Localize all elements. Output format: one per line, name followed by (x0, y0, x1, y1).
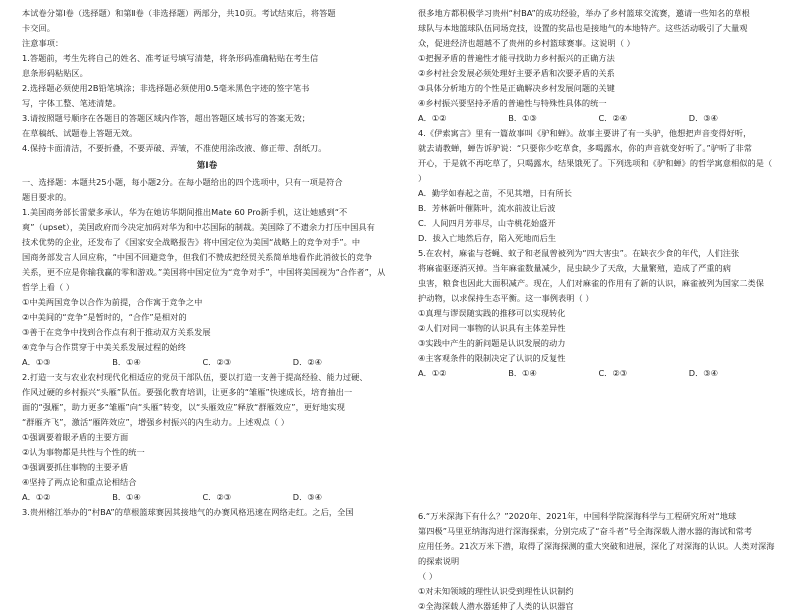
answer-options (22, 355, 322, 370)
notice-title: 注意事项： (22, 38, 64, 48)
question-stem-line: “群雁齐飞”，激活“雁阵效应”，增强乡村振兴的内生动力。上述观点（ ） (22, 417, 289, 427)
question-1 (22, 205, 392, 370)
notice-intro-line: 卡交回。 (22, 23, 55, 33)
notice-item: 2.选择题必须使用2B铅笔填涂；非选择题必须使用0.5毫米黑色字迹的签字笔书 (22, 83, 310, 93)
question-stem-line: 众，促进经济也超越不了贵州的乡村篮球赛事。这说明（ ） (418, 38, 635, 48)
question-stem-line: 第四极”马里亚纳海沟进行深海探索，分别完成了“奋斗者”号全海深载人潜水器的海试和常考 (418, 526, 753, 536)
statement-item: ③实践中产生的新问题是认识发展的动力 (418, 338, 566, 348)
statement-item: ②人们对同一事物的认识具有主体差异性 (418, 323, 566, 333)
right-column (418, 6, 778, 614)
option-d: D．②④ (292, 357, 322, 367)
option-line: A．勤学如春起之苗，不见其增，日有所长 (418, 188, 572, 198)
notice-item: 写，字体工整、笔迹清楚。 (22, 98, 121, 108)
question-stem-line: 将麻雀驱逐消灭掉。当年麻雀数量减少，昆虫缺少了天敌，大量繁殖，造成了严重的病 (418, 263, 732, 273)
statement-item: ①把握矛盾的普遍性才能寻找助力乡村振兴的正确方法 (418, 53, 615, 63)
question-6 (418, 509, 778, 614)
statement-item: ④坚持了两点论和重点论相结合 (22, 477, 137, 487)
question-2 (22, 370, 392, 505)
statement-item: ②认为事物都是共性与个性的统一 (22, 447, 145, 457)
statement-item: ③强调要抓住事物的主要矛盾 (22, 462, 129, 472)
question-stem-line: 1.美国商务部长雷蒙多承认，华为在她访华期间推出Mate 60 Pro新手机，这让她感到“不 (22, 207, 348, 217)
option-a: A．①② (418, 113, 447, 123)
section-intro-line: 题目要求的。 (22, 192, 72, 202)
option-a: A．①② (418, 368, 447, 378)
option-c: C．②④ (598, 113, 628, 123)
question-stem-line: 2.打造一支与农业农村现代化相适应的党员干部队伍，要以打造一支善于提高经验、能力过硬、 (22, 372, 368, 382)
option-c: C．②③ (202, 492, 232, 502)
option-d: D．③④ (292, 492, 322, 502)
question-5 (418, 246, 778, 381)
section-intro-line: 一、选择题：本题共25小题，每小题2分。在每小题给出的四个选项中，只有一项是符合 (22, 177, 343, 187)
notice-intro-line: 本试卷分第Ⅰ卷（选择题）和第Ⅱ卷（非选择题）两部分，共10页。考试结束后，将答题 (22, 8, 336, 18)
question-stem-line: （ ） (418, 571, 438, 581)
statement-item: ②中美间的“竞争”是暂时的，“合作”是相对的 (22, 312, 187, 322)
option-b: B．①④ (112, 357, 141, 367)
statement-item: ④主客观条件的限制决定了认识的反复性 (418, 353, 566, 363)
question-stem-line: 5.在农村，麻雀与苍蝇、蚊子和老鼠曾被列为“四大害虫”。在缺衣少食的年代，人们注张 (418, 248, 740, 258)
option-line: B．芳林新叶催陈叶，流水前波让后波 (418, 203, 556, 213)
notice-item: 在草稿纸、试题卷上答题无效。 (22, 128, 138, 138)
statement-item: ①真理与谬误随实践的推移可以实现转化 (418, 308, 566, 318)
question-stem-line: 应用任务。21次万米下潜，取得了深海探测的重大突破和进展，深化了对深海的认识。人类对深海的探索说明 (418, 541, 775, 566)
question-stem-line: 就去请教蝉，蝉告诉驴说：“只要你少吃草食，多喝露水，你的声音就变好听了。”驴听了非常 (418, 143, 752, 153)
question-stem-line: 4.《伊索寓言》里有一篇故事叫《驴和蝉》。故事主要讲了有一头驴，他想把声音变得好听， (418, 128, 752, 138)
notice-item: 3.请按照题号顺序在各题目的答题区域内作答，超出答题区域书写的答案无效； (22, 113, 310, 123)
question-stem-line: 作风过硬的乡村振兴“头雁”队伍。要强化教育培训，让更多的“雏雁”快速成长，培育抽出一 (22, 387, 353, 397)
answer-options (418, 111, 718, 126)
section-title: 第Ⅰ卷 (196, 161, 218, 171)
answer-options (418, 366, 718, 381)
notice-item: 1.答题前，考生先将自己的姓名、准考证号填写清楚，将条形码准确粘贴在考生信 (22, 53, 319, 63)
statement-item: ②全海深载人潜水器延伸了人类的认识器官 (418, 601, 574, 611)
left-column (22, 6, 392, 520)
statement-item: ②乡村社会发展必须处理好主要矛盾和次要矛盾的关系 (418, 68, 615, 78)
option-c: C．②③ (202, 357, 232, 367)
question-4 (418, 126, 778, 246)
option-d: D．③④ (688, 113, 718, 123)
option-b: B．①④ (508, 368, 537, 378)
question-stem-line: 开心，于是就不再吃草了，只喝露水，结果饿死了。下列选项和《驴和蝉》的哲学寓意相似的是（ ） (418, 158, 773, 183)
question-stem-line: 爽”（upset），美国政府而今决定加码对华为和中芯国际的制裁。美国除了不遗余力打压中国具有 (22, 222, 375, 232)
answer-options (22, 490, 322, 505)
option-a: A．①③ (22, 357, 51, 367)
option-d: D．③④ (688, 368, 718, 378)
option-b: B．①③ (508, 113, 537, 123)
question-stem-line: 虫害，粮食也因此大面积减产。现在，人们对麻雀的作用有了新的认识，麻雀被列为国家二类保 (418, 278, 764, 288)
statement-item: ③具体分析地方的个性是正确解决乡村发展问题的关键 (418, 83, 615, 93)
option-b: B．①④ (112, 492, 141, 502)
question-stem-line: 球队与本地篮球队伍同场竞技，设置的奖品也是接地气的本地特产。这些活动吸引了大量观 (418, 23, 748, 33)
notice-item: 息条形码粘贴区。 (22, 68, 88, 78)
question-stem-line: 哲学上看（ ） (22, 282, 75, 292)
statement-item: ④乡村振兴要坚持矛盾的普遍性与特殊性具体的统一 (418, 98, 607, 108)
option-line: C．人间四月芳菲尽，山寺桃花始盛开 (418, 218, 556, 228)
question-stem-line: 护动物，以求保持生态平衡。这一事例表明（ ） (418, 293, 594, 303)
option-c: C．②③ (598, 368, 628, 378)
question-stem-line: 国商务部发言人回应称，“中国不回避竞争，但我们不赞成把经贸关系简单地看作此消彼长的竞争 (22, 252, 373, 262)
option-a: A．①② (22, 492, 51, 502)
statement-item: ③善于在竞争中找到合作点有利于推动双方关系发展 (22, 327, 211, 337)
question-stem-line: 面的“强雁”，助力更多“雏雁”向“头雁”转变，以“头雁效应”释放“群雁效应”，更好地实现 (22, 402, 345, 412)
statement-item: ④竞争与合作贯穿于中美关系发展过程的始终 (22, 342, 186, 352)
statement-item: ①对未知领域的理性认识受到理性认识制约 (418, 586, 574, 596)
blank-space (418, 381, 778, 509)
statement-item: ①强调要着眼矛盾的主要方面 (22, 432, 129, 442)
question-3-stem: 3.贵州榕江举办的“村BA”的草根篮球赛因其接地气的办赛风格迅速在网络走红。之后，全国 (22, 507, 354, 517)
question-stem-line: 技术优势的企业，还发布了《国家安全战略报告》将中国定位为美国“战略上的竞争对手”。中 (22, 237, 361, 247)
option-line: D．拔入亡地然后存，陷入死地而后生 (418, 233, 557, 243)
question-stem-line: 6.“万米深海下有什么？”2020年、2021年，中国科学院深海科学与工程研究所对“地球 (418, 511, 737, 521)
question-stem-line: 很多地方都积极学习贵州“村BA”的成功经验，举办了乡村篮球交流赛，邀请一些知名的草根 (418, 8, 750, 18)
question-stem-line: 关系，更不应是你输我赢的零和游戏。”美国将中国定位为“竞争对手”，中国将美国视为“合作者”，从 (22, 267, 386, 277)
statement-item: ①中美两国竞争以合作为前提，合作寓于竞争之中 (22, 297, 203, 307)
notice-item: 4.保持卡面清洁，不要折叠，不要弄破、弄皱，不准使用涂改液、修正带、刮纸刀。 (22, 143, 327, 153)
question-3-continued (418, 6, 778, 126)
